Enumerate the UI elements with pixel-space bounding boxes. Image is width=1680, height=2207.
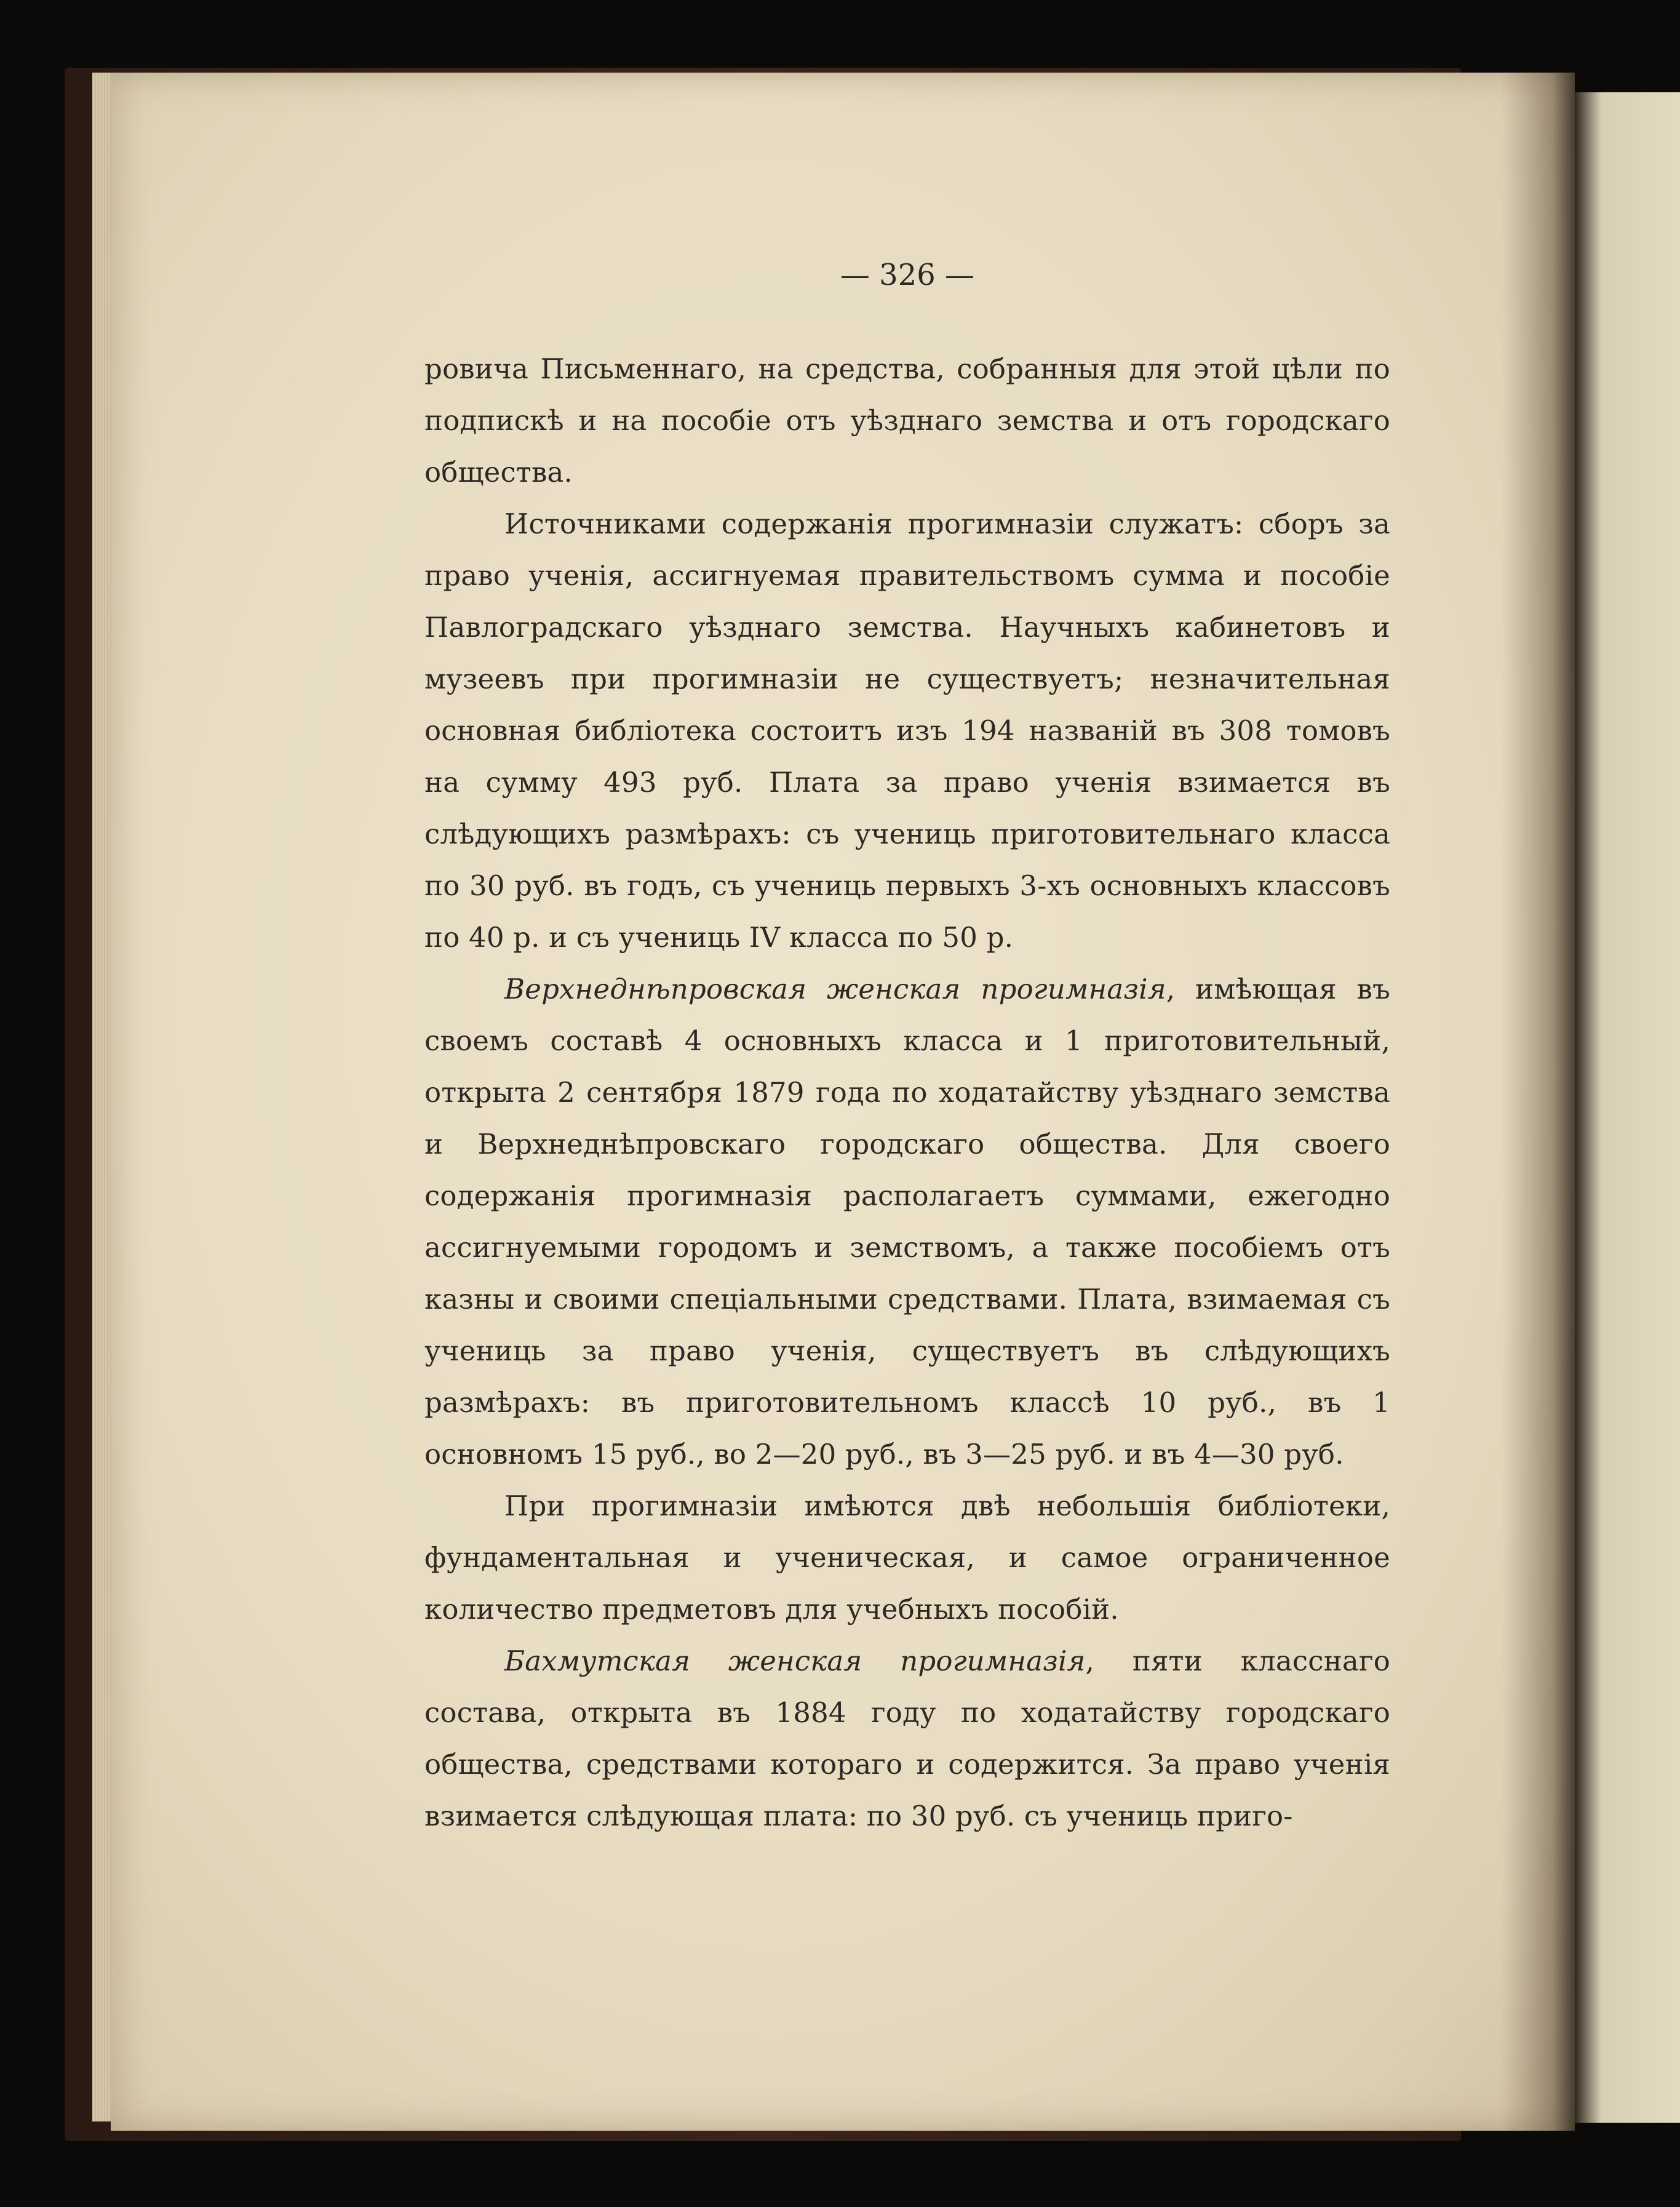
paragraph-1 bbox=[424, 343, 1390, 498]
paragraph-5 bbox=[424, 1635, 1390, 1842]
paragraph-2-text: Источниками содержанія прогимназіи служатъ: сборъ за право ученія, ассигнуемая правительствомъ сумма и пособіе Павлоградскаго уѣзднаго земства. Научныхъ кабинетовъ и музеевъ при прогимназіи не существуетъ; незначительная основная библіотека состоитъ изъ 194 названій въ 308 томовъ на сумму 493 руб. Плата за право ученія взимается въ слѣдующихъ размѣрахъ: съ учениць приготовительнаго класса по 30 руб. въ годъ, съ учениць первыхъ 3-хъ основныхъ классовъ по 40 р. и съ учениць IV класса по 50 р. bbox=[424, 508, 1390, 954]
gutter-shadow bbox=[1501, 73, 1575, 2131]
next-page-edge bbox=[1575, 92, 1680, 2123]
paragraph-4 bbox=[424, 1480, 1390, 1635]
paragraph-4-text: При прогимназіи имѣются двѣ небольшія библіотеки, фундаментальная и ученическая, и самое ограниченное количество предметовъ для учебныхъ пособій. bbox=[424, 1490, 1390, 1626]
paragraph-3 bbox=[424, 964, 1390, 1480]
paragraph-1-text: ровича Письменнаго, на средства, собранныя для этой цѣли по подпискѣ и на пособіе отъ уѣзднаго земства и отъ городскаго общества. bbox=[424, 353, 1390, 489]
paragraph-2 bbox=[424, 498, 1390, 964]
paragraph-5-text: , пяти класснаго состава, открыта въ 1884 году по ходатайству городскаго общества, средствами котораго и содержится. За право ученія взимается слѣдующая плата: по 30 руб. съ учениць приго- bbox=[424, 1645, 1390, 1832]
body-text bbox=[424, 343, 1390, 1842]
page-number: — 326 — bbox=[840, 258, 975, 292]
paragraph-5-title: Бахмутская женская прогимназія bbox=[504, 1645, 1086, 1677]
paragraph-3-title: Верхнеднѣпровская женская прогимназія bbox=[504, 973, 1166, 1005]
paragraph-3-text: , имѣющая въ своемъ составѣ 4 основныхъ класса и 1 приготовительный, открыта 2 сентября 1879 года по ходатайству уѣзднаго земства и Верхнеднѣпровскаго городскаго общества. Для своего содержанія прогимназія располагаетъ суммами, ежегодно ассигнуемыми городомъ и земствомъ, а также пособіемъ отъ казны и своими спеціальными средствами. Плата, взимаемая съ учениць за право ученія, существуетъ въ слѣдующихъ размѣрахъ: въ приготовительномъ классѣ 10 руб., въ 1 основномъ 15 руб., во 2—20 руб., въ 3—25 руб. и въ 4—30 руб. bbox=[424, 973, 1390, 1471]
